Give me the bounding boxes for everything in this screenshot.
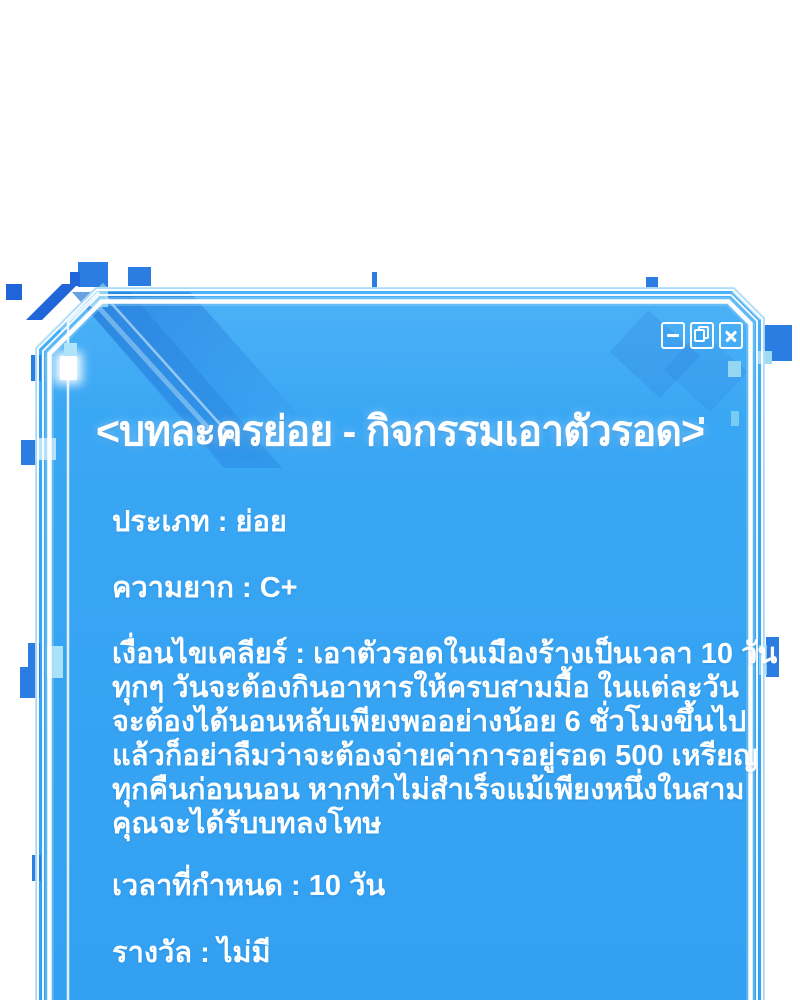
restore-button[interactable] [690, 322, 714, 349]
quest-condition-line-3: จะต้องได้นอนหลับเพียงพออย่างน้อย 6 ชั่วโมงขึ้นไป [112, 706, 747, 738]
quest-reward: รางวัล : ไม่มี [112, 937, 271, 969]
minimize-icon [667, 334, 679, 337]
window-controls [661, 322, 743, 349]
quest-condition-line-5: ทุกคืนก่อนนอน หากทำไม่สำเร็จแม้เพียงหนึ่งในสาม [112, 774, 745, 806]
minimize-button[interactable] [661, 322, 685, 349]
quest-condition-line-6: คุณจะได้รับบทลงโทษ [112, 808, 382, 840]
restore-icon [692, 324, 712, 347]
quest-type: ประเภท : ย่อย [112, 506, 287, 538]
close-button[interactable] [719, 322, 743, 349]
quest-difficulty: ความยาก : C+ [112, 572, 298, 604]
quest-title: <บทละครย่อย - กิจกรรมเอาตัวรอด> [96, 408, 704, 454]
quest-condition-line-4: แล้วก็อย่าลืมว่าจะต้องจ่ายค่าการอยู่รอด 500 เหรียญ [112, 740, 758, 772]
quest-condition-line-2: ทุกๆ วันจะต้องกินอาหารให้ครบสามมื้อ ในแต่ละวัน [112, 672, 739, 704]
quest-condition-line-1: เงื่อนไขเคลียร์ : เอาตัวรอดในเมืองร้างเป็นเวลา 10 วัน [112, 638, 778, 670]
close-icon [724, 329, 738, 343]
quest-time: เวลาที่กำหนด : 10 วัน [112, 870, 386, 902]
